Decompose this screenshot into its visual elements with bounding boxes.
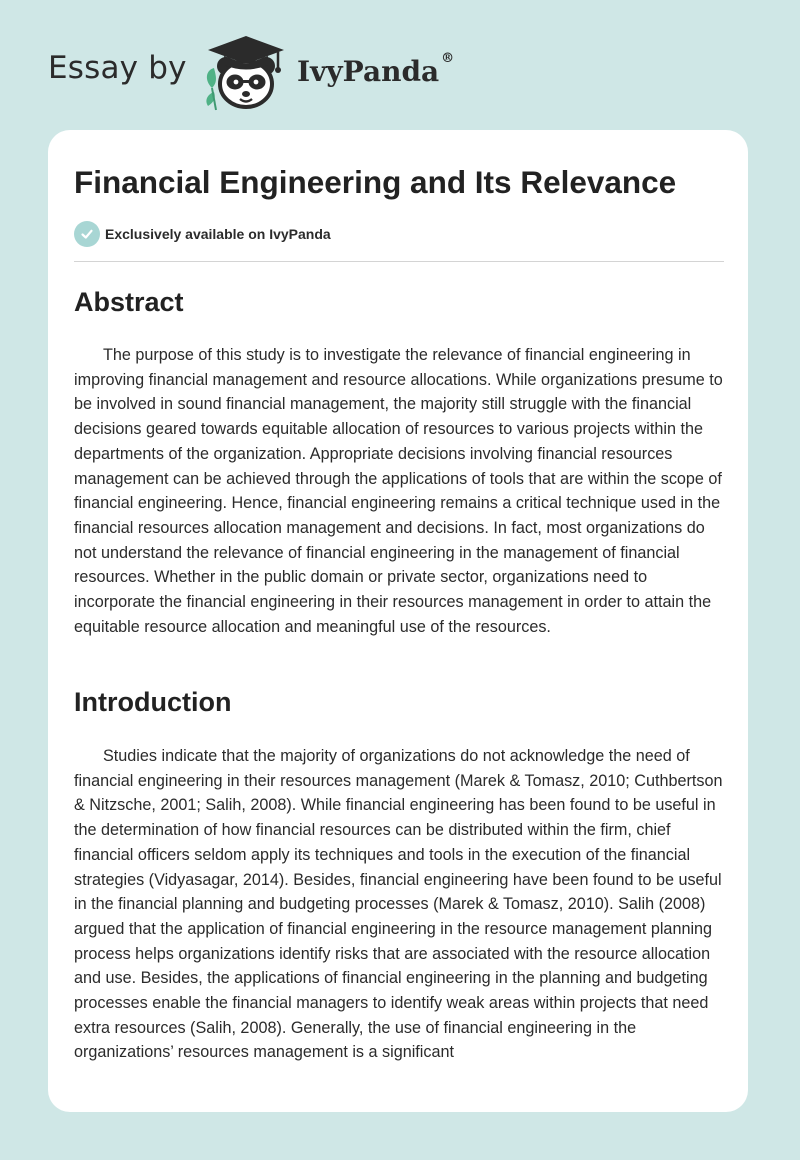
checkmark-icon [74, 221, 100, 247]
section-heading-introduction: Introduction [74, 687, 232, 717]
section-paragraph-abstract: The purpose of this study is to investigate the relevance of financial engineering in improving financial management and resource allocations. While organizations presume to be involved in sound financial management, the majority still struggle with the financial decisions geared towards equitable allocation of resources to various projects within the departments of the organization. Appropriate decisions involving financial resources management can be achieved through the applications of tools that are within the scope of financial engineering. Hence, financial engineering remains a critical technique used in the financial resources allocation management and decisions. In fact, most organizations do not understand the relevance of financial engineering in the management of financial resources. Whether in the public domain or private sector, organizations need to incorporate the financial engineering in their resources management in order to attain the equitable resource allocation and meaningful use of the resources. [74, 346, 723, 636]
brand-prefix: Essay by [48, 50, 187, 86]
section-heading-abstract: Abstract [74, 287, 184, 317]
exclusive-badge-text: Exclusively available on IvyPanda [105, 226, 331, 242]
title-divider [74, 261, 724, 262]
registered-mark: ® [441, 51, 455, 66]
brand-name-text: IvyPanda [297, 55, 440, 88]
brand-name [297, 51, 455, 88]
exclusive-badge [74, 221, 331, 247]
essay-title: Financial Engineering and Its Relevance [74, 164, 677, 200]
site-header [0, 0, 800, 120]
section-paragraph-introduction: Studies indicate that the majority of organizations do not acknowledge the need of financial engineering in their resources management (Marek & Tomasz, 2010; Cuthbertson & Nitzsche, 2001; Salih, 2008). While financial engineering has been found to be useful in the determination of how financial resources can be distributed within the firm, chief financial officers seldom apply its techniques and tools in the execution of the financial strategies (Vidyasagar, 2014). Besides, financial engineering have been found to be useful in the financial planning and budgeting processes (Marek & Tomasz, 2010). Salih (2008) argued that the application of financial engineering in the resource management planning process helps organizations identify risks that are associated with the resource allocation and use. Besides, the applications of financial engineering in the planning and budgeting processes enable the financial managers to identify weak areas within projects that need extra resources (Salih, 2008). Generally, the use of financial engineering in the organizations’ resources management is a significant [74, 747, 723, 1062]
essay-card [48, 130, 748, 1112]
panda-logo-icon [198, 32, 294, 112]
